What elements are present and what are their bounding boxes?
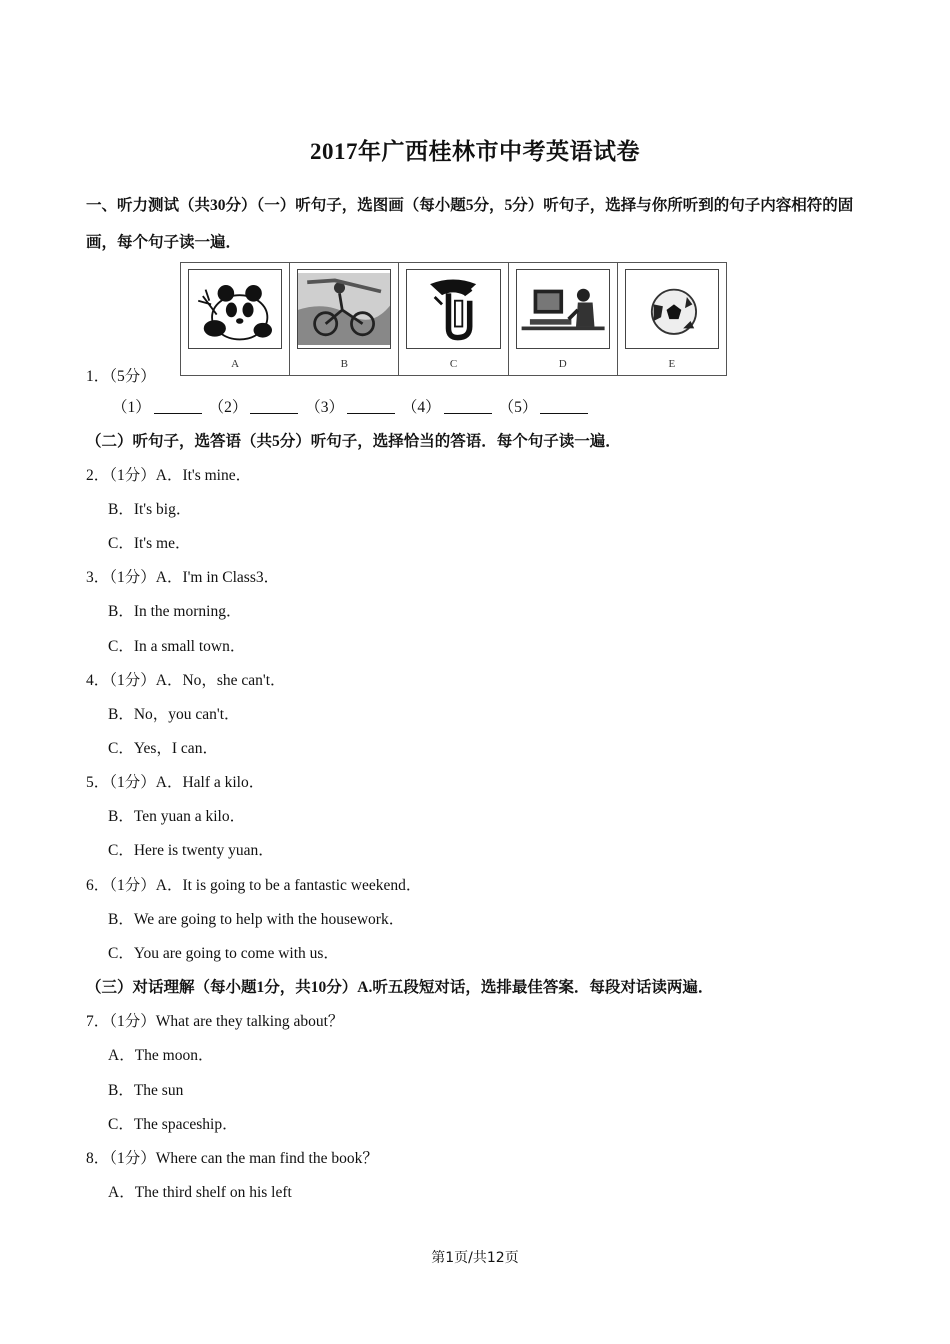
picture-label: C: [449, 358, 458, 370]
football-picture: [625, 269, 719, 349]
picture-option-c: [399, 263, 508, 375]
option-b: B．It's big．: [108, 501, 192, 518]
picture-label: A: [231, 358, 240, 370]
page-title: 2017年广西桂林市中考英语试卷: [310, 139, 640, 164]
question-stem: 4．（1分）A．No，she can't．: [86, 672, 286, 689]
question-stem: 3．（1分）A．I'm in Class3．: [86, 569, 280, 586]
answer-blank[interactable]: [540, 399, 588, 414]
question-stem: 5．（1分）A．Half a kilo．: [86, 774, 265, 791]
picture-label: E: [668, 358, 676, 370]
section-1-heading: 一、听力测试（共30分）（一）听句子，选图画（每小题5分，5分）听句子，选择与你所听到的句子内容相符的固画，每个句子读一遍．: [86, 197, 854, 251]
answer-blank[interactable]: [154, 399, 202, 414]
question-stem: 6．（1分）A．It is going to be a fantastic weekend．: [86, 877, 422, 894]
section-3-heading: （三）对话理解（每小题1分，共10分）A.听五段短对话，选排最佳答案．每段对话读两遍．: [86, 979, 714, 996]
cyclist-picture: [297, 269, 391, 349]
picture-option-e: [618, 263, 726, 375]
option-a: A．The moon．: [108, 1047, 214, 1064]
blank-label: （5）: [498, 399, 538, 416]
option-b: B．The sun: [108, 1082, 184, 1099]
answer-blank[interactable]: [347, 399, 395, 414]
panda-picture: [188, 269, 282, 349]
picture-strip: [180, 262, 727, 376]
option-b: B．No，you can't．: [108, 706, 240, 723]
option-c: C．In a small town．: [108, 638, 246, 655]
option-b: B．Ten yuan a kilo．: [108, 808, 246, 825]
question-stem: 7．（1分）What are they talking about？: [86, 1013, 344, 1030]
option-c: C．You are going to come with us．: [108, 945, 339, 962]
page-number: 第1页/共12页: [431, 1250, 519, 1266]
picture-label: D: [558, 358, 567, 370]
answer-blanks: [112, 395, 591, 417]
question-stem: 8．（1分）Where can the man find the book？: [86, 1150, 378, 1167]
picture-option-b: [290, 263, 399, 375]
answer-blank[interactable]: [444, 399, 492, 414]
option-c: C．It's me．: [108, 535, 191, 552]
picture-label: B: [340, 358, 348, 370]
no-smoking-sign-picture: [406, 269, 500, 349]
option-c: C．Here is twenty yuan．: [108, 842, 274, 859]
blank-label: （4）: [401, 399, 441, 416]
computer-user-picture: [516, 269, 610, 349]
picture-option-d: [509, 263, 618, 375]
question-1-label: 1．（5分）: [86, 368, 156, 385]
blank-label: （3）: [305, 399, 345, 416]
picture-option-a: [181, 263, 290, 375]
option-c: C．The spaceship．: [108, 1116, 238, 1133]
option-c: C．Yes，I can．: [108, 740, 218, 757]
blank-label: （1）: [112, 399, 151, 416]
option-b: B．In the morning．: [108, 603, 242, 620]
option-a: A．The third shelf on his left: [108, 1184, 292, 1201]
option-b: B．We are going to help with the housework．: [108, 911, 405, 928]
question-stem: 2．（1分）A．It's mine．: [86, 467, 252, 484]
blank-label: （2）: [208, 399, 248, 416]
answer-blank[interactable]: [250, 399, 298, 414]
section-2-heading: （二）听句子，选答语（共5分）听句子，选择恰当的答语．每个句子读一遍．: [86, 433, 621, 450]
